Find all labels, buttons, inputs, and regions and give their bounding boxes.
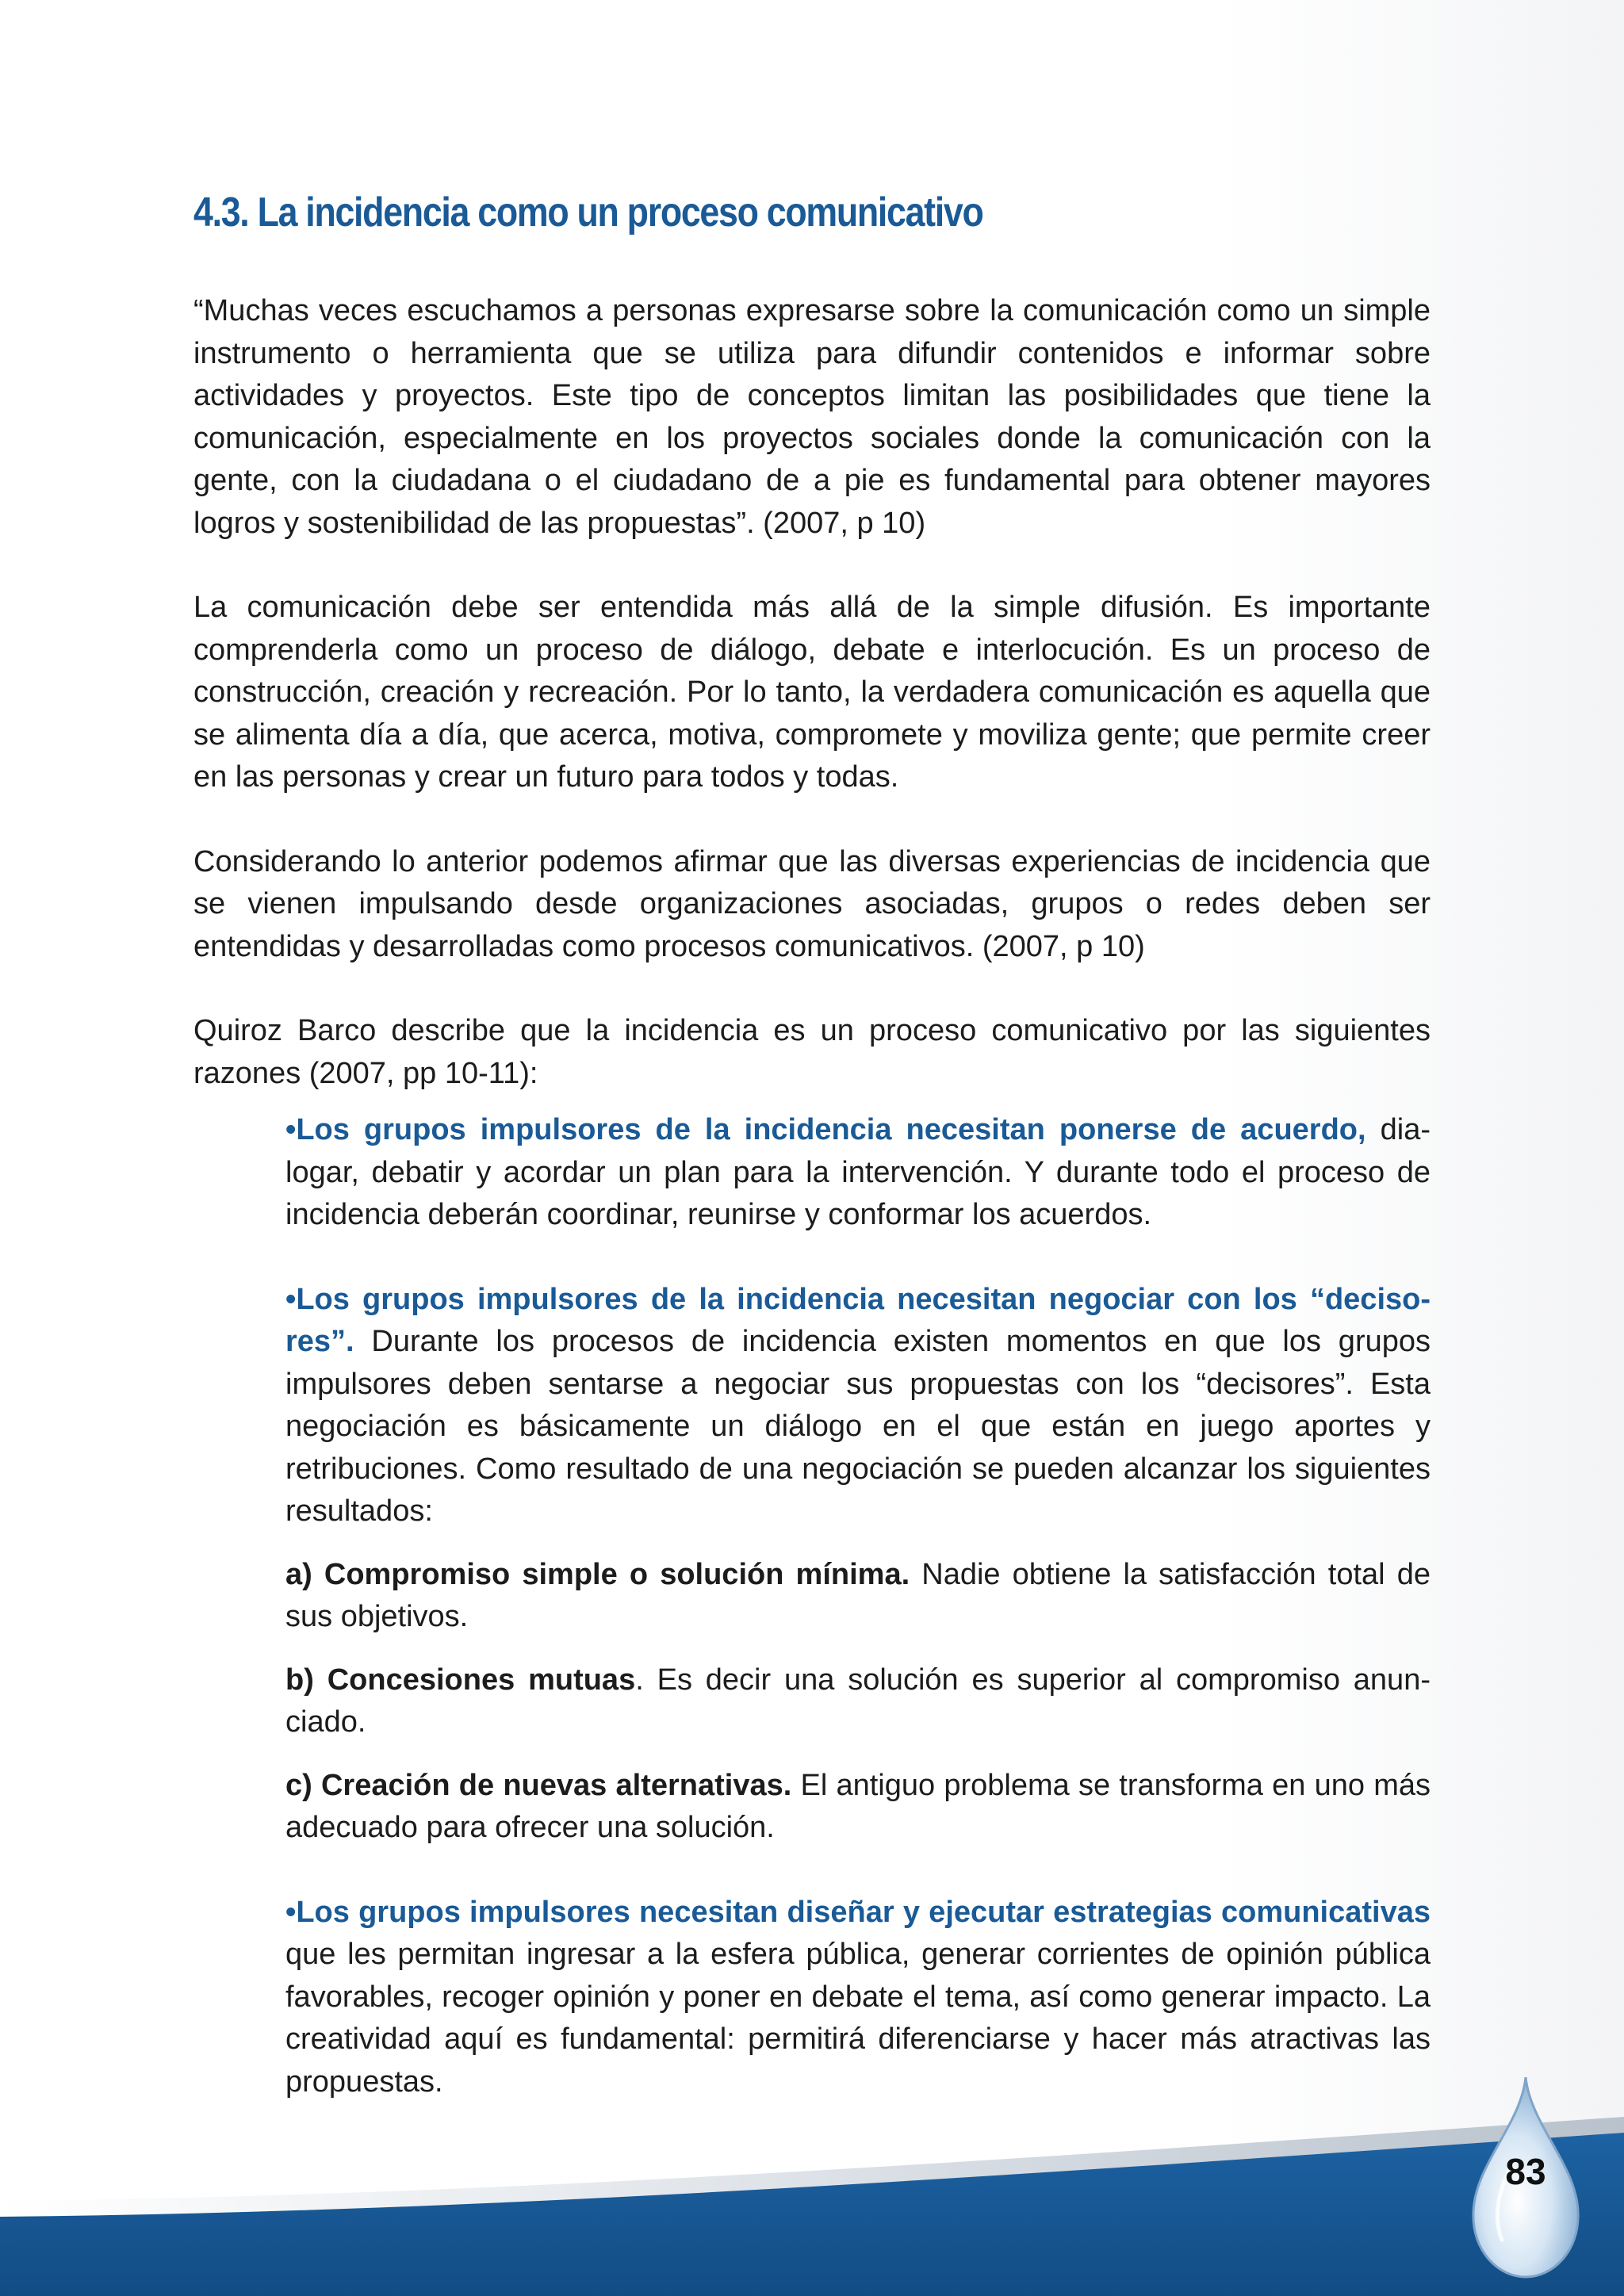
bullet-bold-text: Los grupos impulsores de la incidencia necesitan negociar con los “decisores”. [285, 1282, 1431, 1358]
sub-item-a [285, 1554, 1431, 1639]
section-heading: 4.3. La incidencia como un proceso comunicativo [193, 189, 983, 235]
sub-item-text: . Es decir una solución es superior al compromiso anunciado. [285, 1663, 1431, 1739]
footer-wave-band [0, 2077, 1624, 2296]
sub-item-label: a) Compromiso simple o solución mínima. [285, 1557, 910, 1591]
sub-item-c [285, 1765, 1431, 1850]
bullet-item-strategies [285, 1892, 1431, 2104]
bullet-bold-text: Los grupos impulsores necesitan diseñar y ejecutar estrategias comunicativas [296, 1895, 1431, 1929]
paragraph-quote: “Muchas veces escuchamos a personas expresarse sobre la comunicación como un simple instrumento o herramienta que se utiliza para difundir contenidos e informar sobre actividades y proyectos. Este tipo de conceptos limitan las posibilidades que tiene la comunicación, especialmente en los proyectos sociales donde la comunicación con la gente, con la ciudadana o el ciudadano de a pie es fundamental para obtener mayores logros y sostenibilidad de las propuestas”. (2007, p 10) [193, 294, 1431, 540]
page-number: 83 [1505, 2151, 1546, 2192]
bullet-dot-icon: • [285, 1113, 297, 1146]
bullet-item-negotiate [285, 1279, 1431, 1533]
sub-item-b [285, 1659, 1431, 1744]
body-content [193, 290, 1431, 2103]
bullet-text: dialogar, debatir y acordar un plan para la intervención. Y durante todo el proceso de incidencia deberán coordinar, reunirse y conformar los acuerdos. [285, 1113, 1431, 1231]
bullet-text: que les permitan ingresar a la esfera pública, generar corrientes de opinión pública favorables, recoger opinión y poner en debate el tema, así como generar impacto. La creatividad aquí es fundamental: permitirá diferenciarse y hacer más atractivas las propuestas. [285, 1938, 1431, 2099]
bullet-dot-icon: • [285, 1282, 297, 1316]
sub-item-label: c) Creación de nuevas alternativas. [285, 1768, 792, 1802]
bullet-item-agreement [285, 1109, 1431, 1237]
paragraph-communication: La comunicación debe ser entendida más allá de la simple difusión. Es importante comprenderla como un proceso de diálogo, debate e interlocución. Es un proceso de construcción, creación y recreación. Por lo tanto, la verdadera comunicación es aquella que se alimenta día a día, que acerca, motiva, compromete y moviliza gente; que permite creer en las personas y crear un futuro para todos y todas. [193, 591, 1431, 794]
bullet-text: Durante los procesos de incidencia existen momentos en que los grupos impulsores deben sentarse a negociar sus propuestas con los “decisores”. Esta negociación es básicamente un diálogo en el que están en juego aportes y retribuciones. Como resultado de una negociación se pueden alcanzar los siguientes resultados: [285, 1325, 1431, 1528]
sub-item-text: Nadie obtiene la satisfacción total de sus objetivos. [285, 1557, 1431, 1633]
paragraph-considering: Considerando lo anterior podemos afirmar que las diversas experiencias de incidencia que se vienen impulsando desde organizaciones asociadas, grupos o redes deben ser entendidas y desarrolladas como procesos comunicativos. (2007, p 10) [193, 844, 1431, 963]
bullet-bold-text: Los grupos impulsores de la incidencia necesitan ponerse de acuerdo, [296, 1113, 1366, 1146]
bullet-dot-icon: • [285, 1895, 297, 1929]
paragraph-reasons-intro: Quiroz Barco describe que la incidencia es un proceso comunicativo por las siguientes razones (2007, pp 10-11): [193, 1014, 1431, 1090]
sub-item-label: b) Concesiones mutuas [285, 1663, 636, 1697]
sub-item-text: El antiguo problema se transforma en uno más adecuado para ofrecer una solución. [285, 1768, 1431, 1844]
footer-blue-wave [0, 2133, 1624, 2296]
reasons-list [285, 1109, 1431, 2103]
